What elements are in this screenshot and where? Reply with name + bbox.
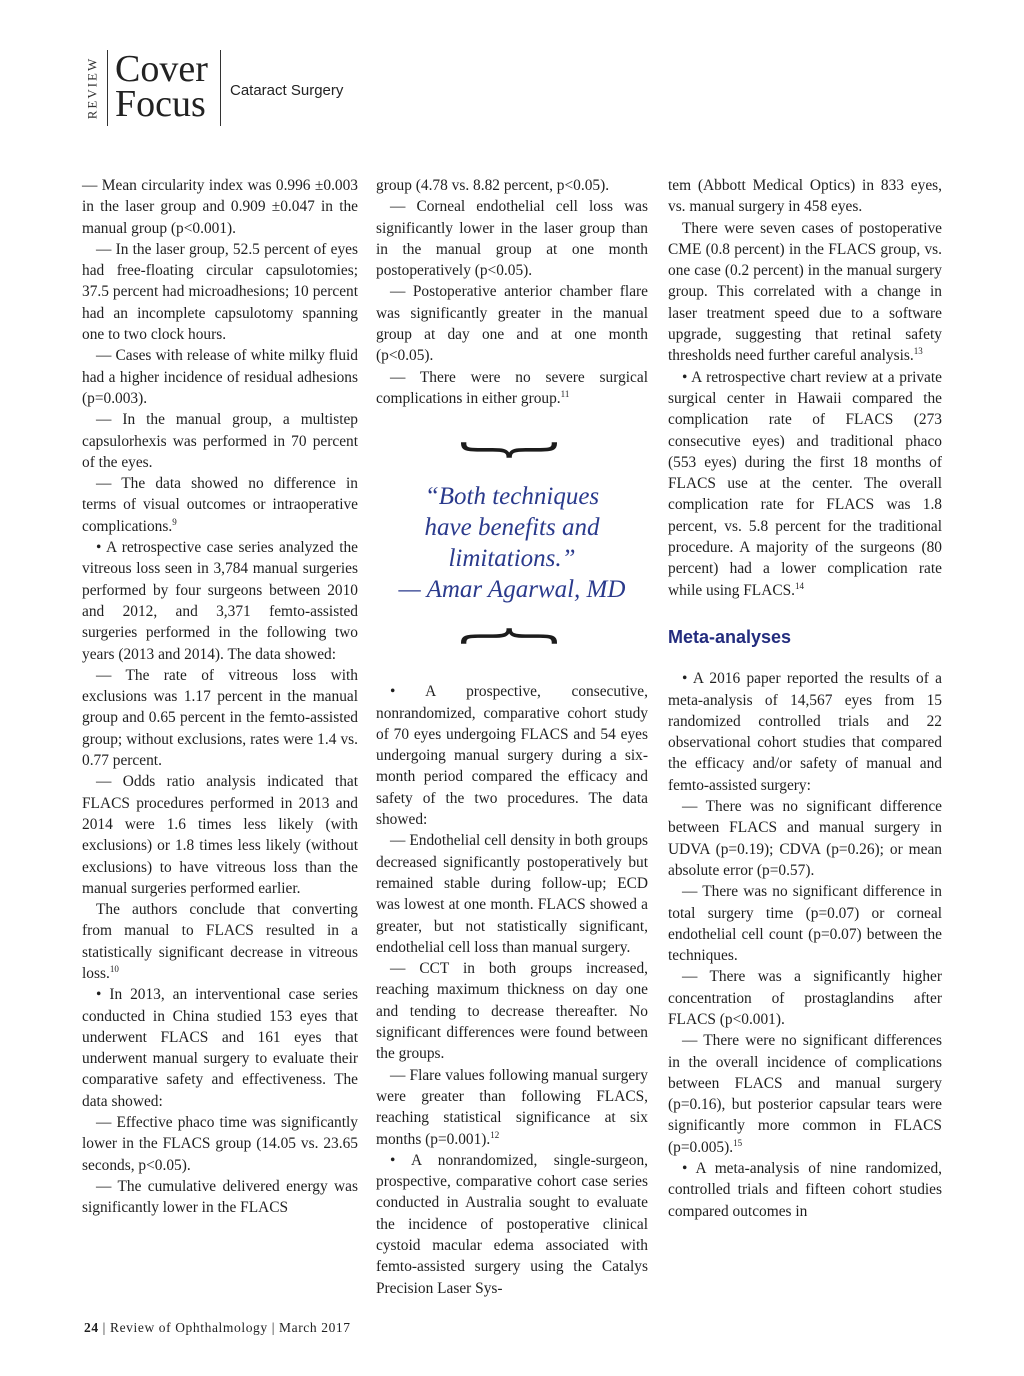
paragraph: There were seven cases of postoperative CME (0.8 percent) in the FLACS group, vs. one case (0.2 percent) in the manual surgery group. This correlated with a change in laser treatment speed due to a software upgrade, suggesting that retinal safety thresholds need further careful analysis.$^{13}$ [668,219,942,365]
paragraph: — There was a significantly higher concentration of prostaglandins after FLACS (p<0.001). [668,968,942,1028]
header-divider-right [220,50,221,126]
paragraph: — Flare values following manual surgery were greater than following FLACS, reaching statistical significance at six months (p=0.001).$^{12}$ [376,1066,648,1148]
paragraph: • A prospective, consecutive, nonrandomized, comparative cohort study of 70 eyes undergoing FLACS and 54 eyes undergoing manual surgery during a six-month period compared the efficacy and safety of the two procedures. The data showed: [376,683,648,829]
pull-quote [376,425,648,661]
title-line-2: Focus [115,83,206,125]
journal-name: Review of Ophthalmology [109,1320,268,1335]
paragraph: — There was no significant difference in total surgery time (p=0.07) or corneal endothelial cell count (p=0.07) between the techniques. [668,883,942,965]
reference-superscript: 15 [733,1137,743,1148]
footer-separator: | [267,1320,280,1335]
paragraph: — CCT in both groups increased, reaching maximum thickness on day one and tending to decrease thereafter. No significant differences were found between the groups. [376,960,648,1063]
column-1 [82,175,358,1219]
pull-quote-text: “Both techniques have benefits and limitations.” — Amar Agarwal, MD [376,481,648,605]
paragraph: — There was no significant difference between FLACS and manual surgery in UDVA (p=0.19); CDVA (p=0.26); or mean absolute error (p=0.57). [668,798,942,879]
paragraph: — Cases with release of white milky fluid had a higher incidence of residual adhesions (p=0.003). [82,347,358,407]
paragraph: — There were no significant differences in the overall incidence of complications between FLACS and manual surgery (p=0.16), but posterior capsular tears were significantly more common in FLACS (p=0.005).$^{15}$ [668,1032,942,1156]
reference-superscript: 11 [560,388,570,399]
paragraph: — Effective phaco time was significantly lower in the FLACS group (14.05 vs. 23.65 seconds, p<0.05). [82,1114,358,1174]
paragraph: tem (Abbott Medical Optics) in 833 eyes, vs. manual surgery in 458 eyes. [668,177,942,216]
paragraph: • A retrospective chart review at a private surgical center in Hawaii compared the complication rate of FLACS (273 consecutive eyes) and traditional phaco (553 eyes) during the first 18 months of FLACS use at the center. The overall complication rate for FLACS was 1.8 percent, vs. 5.8 percent for the traditional procedure. A majority of the surgeons (80 percent) had a lower complication rate while using FLACS.$^{14}$ [668,368,942,599]
reference-superscript: 13 [913,346,923,357]
page-footer [84,1320,351,1336]
brace-top-icon: } [452,437,572,463]
footer-separator: | [98,1320,110,1335]
review-vertical-label: REVIEW [84,56,100,120]
paragraph: — Endothelial cell density in both groups decreased significantly postoperatively but remained stable during follow-up; ECD was lowest at one month. FLACS showed a greater, but not statistically significant, endothelial cell loss than manual surgery. [376,832,648,956]
paragraph: • A meta-analysis of nine randomized, controlled trials and fifteen cohort studies compared outcomes in [668,1160,942,1220]
paragraph: — Corneal endothelial cell loss was significantly lower in the laser group than in the manual group at one month postoperatively (p<0.05). [376,198,648,280]
page-number: 24 [84,1320,99,1335]
reference-superscript: 10 [109,963,119,974]
title-line-1: Cover [115,48,208,90]
paragraph: — Postoperative anterior chamber flare was significantly greater in the manual group at day one and at one month (p<0.05). [376,283,648,365]
paragraph: The authors conclude that converting from manual to FLACS resulted in a statistically significant decrease in vitreous loss.$^{10}$ [82,901,358,982]
paragraph: — In the manual group, a multistep capsulorhexis was performed in 70 percent of the eyes. [82,411,358,471]
column-2 [376,175,648,1299]
issue-date: March 2017 [279,1320,351,1335]
paragraph: • A nonrandomized, single-surgeon, prospective, comparative cohort case series conducted in Australia sought to evaluate the incidence of postoperative clinical cystoid macular edema associated with femto-assisted surgery using the Catalys Precision Laser Sys- [376,1151,648,1297]
paragraph: — In the laser group, 52.5 percent of eyes had free-floating circular capsulotomies; 37.5 percent had microadhesions; 10 percent had an incomplete capsulotomy spanning one to two clock hours. [82,240,358,344]
paragraph: — The data showed no difference in terms of visual outcomes or intraoperative complications.$^9$ [82,475,358,535]
paragraph: — The cumulative delivered energy was significantly lower in the FLACS [82,1177,358,1217]
pull-quote-attribution: — Amar Agarwal, MD [398,576,626,604]
reference-superscript: 14 [795,580,804,591]
header-divider-left [107,50,108,126]
paragraph: — There were no severe surgical complications in either group.$^{11}$ [376,368,648,407]
paragraph: • In 2013, an interventional case series conducted in China studied 153 eyes that underwent FLACS and 161 eyes that underwent manual surgery to evaluate their comparative safety and effectiveness. The data showed: [82,986,358,1110]
section-label: Cataract Surgery [230,82,344,99]
paragraph: — Mean circularity index was 0.996 ±0.003 in the laser group and 0.909 ±0.047 in the manual group (p<0.001). [82,177,358,237]
cover-focus-title [115,48,208,125]
brace-bottom-icon: { [452,623,572,649]
reference-superscript: 9 [172,516,177,527]
paragraph: — The rate of vitreous loss with exclusions was 1.17 percent in the manual group and 0.65 percent in the femto-assisted group; without exclusions, rates were 1.4 vs. 0.77 percent. [82,666,358,770]
column-3 [668,175,942,1222]
section-subhead: Meta-analyses [668,626,792,647]
paragraph: • A retrospective case series analyzed the vitreous loss seen in 3,784 manual surgeries performed by four surgeons between 2010 and 2012, and 3,371 femto-assisted surgeries performed in the following two years (2013 and 2014). The data showed: [82,539,358,663]
paragraph: • A 2016 paper reported the results of a meta-analysis of 14,567 eyes from 15 randomized controlled trials and 22 observational cohort studies that compared the efficacy and/or safety of manual and femto-assisted surgery: [668,670,942,794]
paragraph: — Odds ratio analysis indicated that FLACS procedures performed in 2013 and 2014 were 1.6 times less likely (with exclusions) or 1.8 times less likely (without exclusions) to have vitreous loss than the manual surgeries performed earlier. [82,773,358,897]
reference-superscript: 12 [490,1129,500,1140]
paragraph: group (4.78 vs. 8.82 percent, p<0.05). [376,177,610,194]
